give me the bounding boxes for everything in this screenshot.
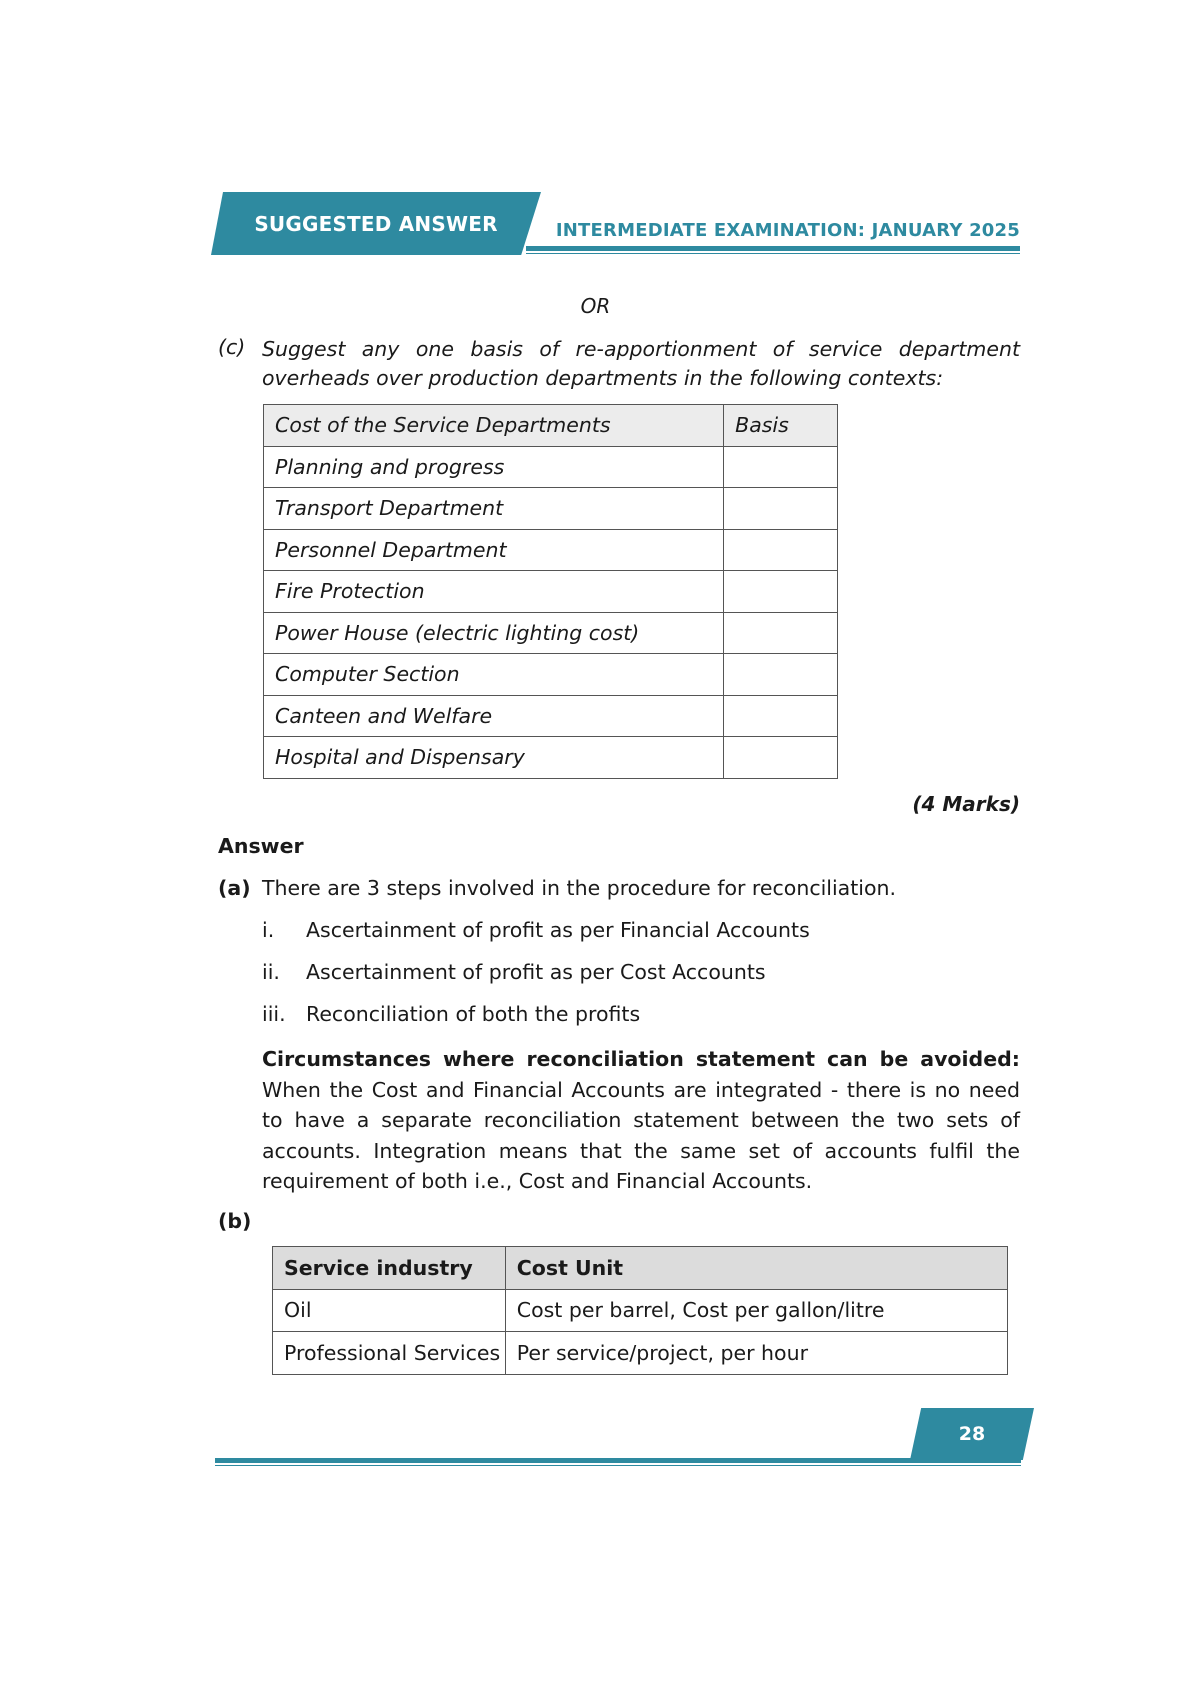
header-rule-thin — [526, 253, 1020, 254]
table-cell — [724, 695, 838, 737]
table-cell: Per service/project, per hour — [505, 1332, 1007, 1375]
table-row — [264, 737, 838, 779]
cost-unit-table — [272, 1246, 1008, 1375]
table-row — [264, 488, 838, 530]
header-tab-label: SUGGESTED ANSWER — [254, 211, 498, 236]
answer-heading: Answer — [218, 834, 304, 858]
step-number: i. — [262, 918, 275, 942]
table-cell: Hospital and Dispensary — [264, 737, 724, 779]
table-cell — [724, 571, 838, 613]
table-cell — [724, 737, 838, 779]
table-cell: Computer Section — [264, 654, 724, 696]
answer-a-intro: There are 3 steps involved in the procedure for reconciliation. — [262, 876, 897, 900]
table-cell — [724, 529, 838, 571]
or-separator: OR — [580, 294, 611, 318]
table-cell: Oil — [273, 1289, 506, 1332]
step-number: ii. — [262, 960, 280, 984]
circumstances-label: Circumstances where reconciliation statement can be avoided: — [262, 1047, 1020, 1071]
exam-title: INTERMEDIATE EXAMINATION: JANUARY 2025 — [555, 220, 1020, 241]
table-header-cell: Cost of the Service Departments — [264, 405, 724, 447]
table-cell — [724, 488, 838, 530]
table-cell: Canteen and Welfare — [264, 695, 724, 737]
table-cell: Power House (electric lighting cost) — [264, 612, 724, 654]
table-row — [264, 654, 838, 696]
service-department-table — [263, 404, 838, 779]
table-cell — [724, 612, 838, 654]
table-row — [264, 529, 838, 571]
circumstances-text: When the Cost and Financial Accounts are integrated - there is no need to have a separate reconciliation statement between the two sets of accounts. Integration means that the same set of accounts fulfil the requirement of both i.e., Cost and Financial Accounts. — [262, 1077, 1020, 1193]
table-cell: Cost per barrel, Cost per gallon/litre — [505, 1289, 1007, 1332]
table-header-cell: Basis — [724, 405, 838, 447]
table-row — [273, 1332, 1008, 1375]
question-c-text: Suggest any one basis of re-apportionment of service department overheads over production departments in the following contexts: — [262, 337, 1020, 390]
circumstances-paragraph — [262, 1044, 1020, 1197]
answer-b-label: (b) — [218, 1209, 252, 1233]
table-cell: Transport Department — [264, 488, 724, 530]
answer-a-label: (a) — [218, 876, 251, 900]
table-header-row — [273, 1247, 1008, 1290]
table-row — [264, 612, 838, 654]
marks-label: (4 Marks) — [912, 792, 1020, 816]
step-number: iii. — [262, 1002, 286, 1026]
table-cell — [724, 446, 838, 488]
question-c-label: (c) — [218, 335, 246, 359]
table-row — [264, 695, 838, 737]
table-row — [264, 571, 838, 613]
step-text: Ascertainment of profit as per Cost Accounts — [306, 960, 766, 984]
table-row — [273, 1289, 1008, 1332]
table-row — [264, 446, 838, 488]
table-cell: Professional Services — [273, 1332, 506, 1375]
footer-rule-thin — [215, 1465, 1021, 1466]
step-text: Reconciliation of both the profits — [306, 1002, 641, 1026]
page-number: 28 — [958, 1423, 986, 1445]
table-cell: Planning and progress — [264, 446, 724, 488]
table-header-cell: Cost Unit — [505, 1247, 1007, 1290]
table-header-row — [264, 405, 838, 447]
table-cell: Personnel Department — [264, 529, 724, 571]
step-text: Ascertainment of profit as per Financial Accounts — [306, 918, 810, 942]
table-cell: Fire Protection — [264, 571, 724, 613]
table-cell — [724, 654, 838, 696]
table-header-cell: Service industry — [273, 1247, 506, 1290]
footer-rule — [215, 1458, 1021, 1463]
header-rule — [526, 246, 1020, 251]
